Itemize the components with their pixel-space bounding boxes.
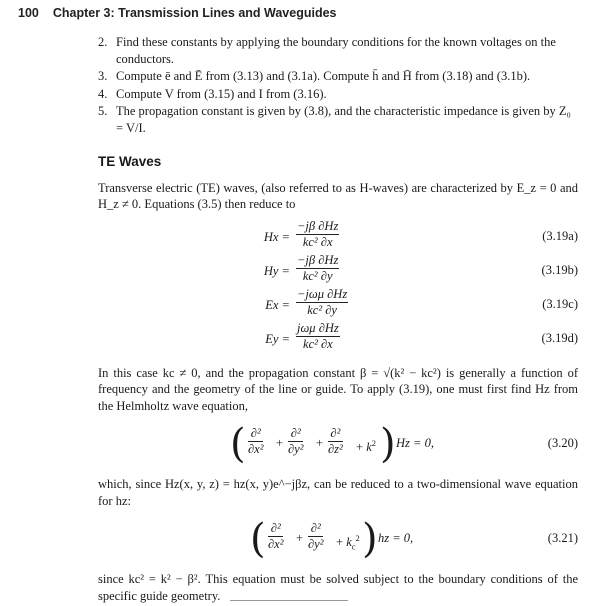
page-body <box>98 34 578 604</box>
page-number: 100 <box>18 6 39 20</box>
left-paren-icon: ( <box>250 516 266 562</box>
page-cut-edge <box>230 600 348 606</box>
page-header <box>18 6 337 20</box>
right-paren-icon: ) <box>362 516 378 562</box>
chapter-title: Chapter 3: Transmission Lines and Waveguides <box>52 6 337 20</box>
procedure-steps <box>98 34 578 136</box>
equation-319c: Ex = −jωμ ∂Hz kc² ∂y (3.19c) <box>265 286 578 317</box>
equation-319b: Hy = $\frac{-j\beta \partial Hz}{\text{kc² ∂y}}$ (3.19b) <box>263 252 578 283</box>
step-item: 5. The propagation constant is given by (3.8), and the characteristic impedance is given by Z₀ = V/I. <box>98 104 571 135</box>
equation-319a: Hx = $\frac{-j\beta \partial Hz}{\text{kc² ∂x}}$ (3.19a) <box>263 218 578 249</box>
paragraph-4: since kc² = k² − β². This equation must be solved subject to the boundary conditions of the specific guide geometry. <box>98 572 578 603</box>
paragraph-2: In this case kc ≠ 0, and the propagation constant β = √(k² − kc²) is generally a function of frequency and the geometry of the line or guide. To apply (3.19), one must first find Hz from the Helmholtz wave equation, <box>98 365 578 413</box>
right-paren-icon: ) <box>380 421 396 467</box>
step-item: 2. Find these constants by applying the boundary conditions for the known voltages on the conductors. <box>98 35 556 66</box>
equation-319d: Ey = jωμ ∂Hz kc² ∂x (3.19d) <box>265 320 578 351</box>
equation-321: ( ∂² ∂x² + ∂² ∂y² + $k_c^2$ ) hz = 0, (3.21) <box>250 516 578 562</box>
equation-320: ( ∂² ∂x² + ∂² ∂y² + ∂² ∂z² + $k^2$ ) Hz = 0, (3.20) <box>230 421 578 467</box>
section-heading: TE Waves <box>98 154 162 169</box>
paragraph-3: which, since Hz(x, y, z) = hz(x, y)e^−jβz, can be reduced to a two-dimensional wave equation for hz: <box>98 477 578 508</box>
section-intro: Transverse electric (TE) waves, (also referred to as H-waves) are characterized by E_z = 0 and H_z ≠ 0. Equations (3.5) then reduce to <box>98 180 578 211</box>
step-item: 3. Compute ē and Ē from (3.13) and (3.1a). Compute h̄ and H̄ from (3.18) and (3.1b). <box>98 69 531 83</box>
step-item: 4. Compute V from (3.15) and I from (3.16). <box>98 86 327 101</box>
left-paren-icon: ( <box>230 421 246 467</box>
